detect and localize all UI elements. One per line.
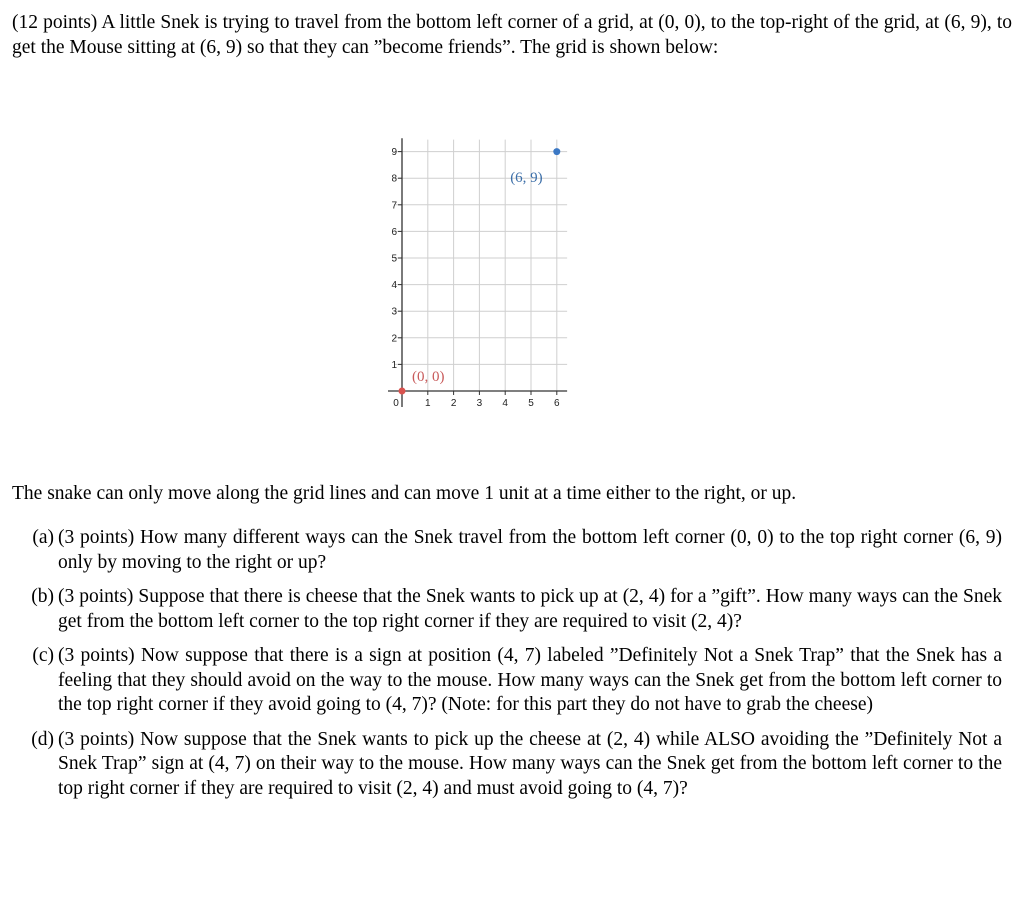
part-label: (c) [32, 645, 54, 666]
x-tick-label: 0 [393, 398, 399, 409]
y-tick-label: 4 [391, 280, 397, 292]
x-tick-label: 2 [450, 398, 457, 409]
part-label: (d) [31, 728, 54, 750]
question-part-a [12, 526, 1002, 575]
x-tick-label: 6 [554, 398, 560, 409]
x-tick-label: 5 [528, 398, 534, 409]
question-part-d [12, 728, 1002, 802]
start-point-label: (0, 0) [412, 369, 445, 385]
y-tick-label: 8 [391, 173, 397, 185]
grid-figure [360, 138, 590, 428]
question-parts [12, 526, 1002, 811]
part-text: (3 points) How many different ways can the Snek travel from the bottom left corner (0, 0) to the top right corner (6, 9) only by moving to the right or up? [58, 527, 1002, 573]
question-part-b [12, 585, 1002, 634]
part-text: (3 points) Suppose that there is cheese that the Snek wants to pick up at (2, 4) for a ”gift”. How many ways can the Snek get from the bottom left corner to the top right corner if they are required to visit (2, 4)? [58, 586, 1002, 632]
question-part-c [12, 644, 1002, 718]
end-point-label: (6, 9) [510, 170, 543, 187]
problem-intro: (12 points) A little Snek is trying to travel from the bottom left corner of a grid, at (0, 0), to the top-right of the grid, at (6, 9), to get the Mouse sitting at (6, 9) so that they can ”become friends”. The grid is shown below: [12, 12, 1012, 58]
y-tick-label: 2 [391, 333, 397, 345]
end-point-marker [553, 148, 560, 155]
x-tick-label: 4 [502, 398, 508, 409]
part-text: (3 points) Now suppose that there is a sign at position (4, 7) labeled ”Definitely Not a Snek Trap” that the Snek has a feeling that they should avoid on the way to the mouse. How many ways can the Snek get from the bottom left corner to the top right corner if they avoid going to (4, 7)? (Note: for this part they do not have to grab the cheese) [58, 645, 1002, 715]
start-point-marker [399, 388, 406, 395]
grid-diagram [360, 138, 590, 428]
x-axis-tick-labels [393, 391, 560, 409]
x-tick-label: 1 [425, 398, 431, 409]
part-label: (b) [31, 586, 54, 607]
y-tick-label: 3 [391, 306, 397, 318]
y-tick-label: 9 [391, 147, 397, 159]
part-label: (a) [32, 527, 54, 548]
y-tick-label: 7 [391, 200, 397, 212]
y-tick-label: 5 [391, 253, 397, 265]
movement-rule: The snake can only move along the grid lines and can move 1 unit at a time either to the right, or up. [12, 483, 797, 504]
y-tick-label: 1 [391, 359, 397, 371]
y-axis-tick-labels [391, 147, 402, 371]
x-tick-label: 3 [476, 398, 483, 409]
part-text: (3 points) Now suppose that the Snek wants to pick up the cheese at (2, 4) while ALSO avoiding the ”Definitely Not a Snek Trap” sign at (4, 7) on their way to the mouse. How many ways can the Snek get from the bottom left corner to the top right corner if they are required to visit (2, 4) and must avoid going to (4, 7)? [58, 728, 1002, 799]
y-tick-label: 6 [391, 226, 397, 238]
